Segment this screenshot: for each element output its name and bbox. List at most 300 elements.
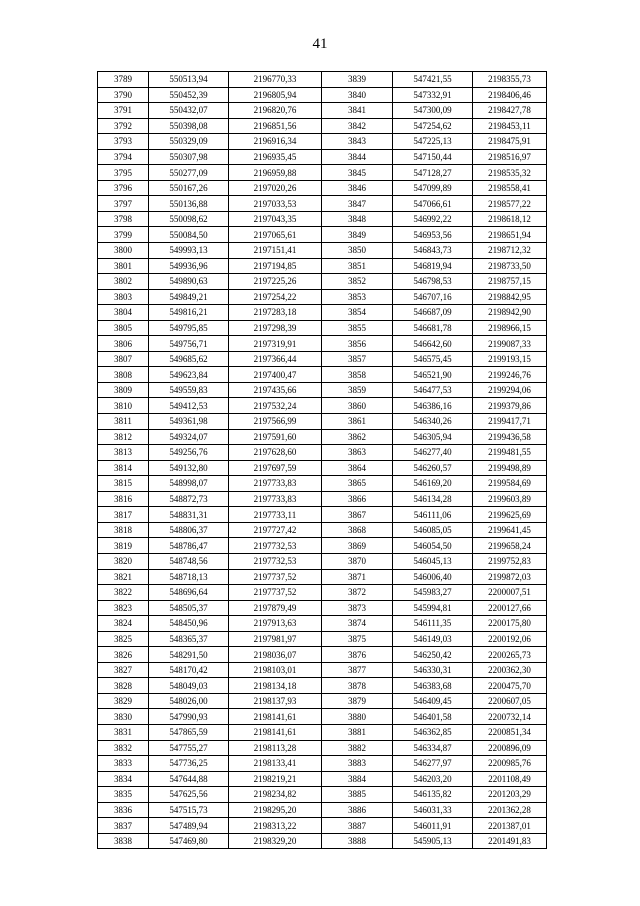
table-cell: 2197254,22 [229,289,322,305]
table-cell: 547489,94 [149,818,229,834]
table-cell: 2200851,34 [473,724,547,740]
table-cell: 548170,42 [149,662,229,678]
table-cell: 546521,90 [393,367,473,383]
table-cell: 2196770,33 [229,72,322,88]
table-cell: 546305,94 [393,429,473,445]
table-row [98,631,547,647]
table-cell: 3822 [98,585,149,601]
table-cell: 3835 [98,787,149,803]
table-cell: 2196851,56 [229,118,322,134]
table-cell: 3859 [322,382,393,398]
table-cell: 548450,96 [149,616,229,632]
table-row [98,227,547,243]
table-cell: 3840 [322,87,393,103]
table-cell: 3880 [322,709,393,725]
table-cell: 547469,80 [149,833,229,849]
table-cell: 2200607,05 [473,693,547,709]
table-cell: 3823 [98,600,149,616]
table-cell: 546203,20 [393,771,473,787]
table-row [98,134,547,150]
table-cell: 549795,85 [149,320,229,336]
table-row [98,103,547,119]
table-cell: 548505,37 [149,600,229,616]
table-cell: 3800 [98,243,149,259]
table-cell: 546334,87 [393,740,473,756]
table-cell: 546687,09 [393,305,473,321]
table-cell: 546111,35 [393,616,473,632]
table-cell: 3886 [322,802,393,818]
table-cell: 546477,53 [393,382,473,398]
table-cell: 3874 [322,616,393,632]
table-cell: 3885 [322,787,393,803]
table-cell: 3793 [98,134,149,150]
table-cell: 3829 [98,693,149,709]
table-cell: 2198618,12 [473,211,547,227]
table-cell: 2198113,28 [229,740,322,756]
table-cell: 550513,94 [149,72,229,88]
table-row [98,724,547,740]
table-cell: 546111,06 [393,507,473,523]
table-cell: 546260,57 [393,460,473,476]
table-cell: 3838 [98,833,149,849]
table-row [98,647,547,663]
table-cell: 2198427,78 [473,103,547,119]
table-cell: 3828 [98,678,149,694]
table-cell: 549936,96 [149,258,229,274]
table-cell: 3796 [98,180,149,196]
table-cell: 3816 [98,491,149,507]
table-cell: 3864 [322,460,393,476]
table-cell: 2197628,60 [229,445,322,461]
table-cell: 2199436,58 [473,429,547,445]
table-cell: 546707,16 [393,289,473,305]
table-cell: 3865 [322,476,393,492]
table-cell: 2197020,26 [229,180,322,196]
table-cell: 3790 [98,87,149,103]
table-cell: 2198475,91 [473,134,547,150]
table-cell: 2199625,69 [473,507,547,523]
table-cell: 3888 [322,833,393,849]
table-cell: 2198036,07 [229,647,322,663]
table-cell: 547644,88 [149,771,229,787]
table-cell: 3857 [322,351,393,367]
table-row [98,833,547,849]
table-cell: 2198295,20 [229,802,322,818]
table-cell: 3812 [98,429,149,445]
table-cell: 2200007,51 [473,585,547,601]
table-cell: 547128,27 [393,165,473,181]
table-cell: 3807 [98,351,149,367]
table-cell: 2197319,91 [229,336,322,352]
table-cell: 3877 [322,662,393,678]
table-cell: 547755,27 [149,740,229,756]
table-cell: 2197151,41 [229,243,322,259]
table-cell: 2197225,26 [229,274,322,290]
table-cell: 546149,03 [393,631,473,647]
table-cell: 3792 [98,118,149,134]
table-row [98,818,547,834]
table-cell: 549993,13 [149,243,229,259]
table-cell: 2200362,30 [473,662,547,678]
table-row [98,72,547,88]
table-cell: 2198329,20 [229,833,322,849]
table-row [98,367,547,383]
table-cell: 546575,45 [393,351,473,367]
table-cell: 2198355,73 [473,72,547,88]
table-cell: 2198577,22 [473,196,547,212]
table-cell: 546011,91 [393,818,473,834]
table-cell: 2200732,14 [473,709,547,725]
table-cell: 549623,84 [149,367,229,383]
table-cell: 2197879,49 [229,600,322,616]
table-row [98,569,547,585]
table-row [98,196,547,212]
table-cell: 550136,88 [149,196,229,212]
table-cell: 546362,85 [393,724,473,740]
table-cell: 2199641,45 [473,522,547,538]
table-cell: 549132,80 [149,460,229,476]
table-row [98,476,547,492]
table-cell: 3846 [322,180,393,196]
table-cell: 548786,47 [149,538,229,554]
table-cell: 546135,82 [393,787,473,803]
table-cell: 3841 [322,103,393,119]
table-cell: 549256,76 [149,445,229,461]
coordinates-table [97,71,547,849]
table-row [98,693,547,709]
table-cell: 2198313,22 [229,818,322,834]
table-cell: 3799 [98,227,149,243]
table-cell: 2196820,76 [229,103,322,119]
table-row [98,585,547,601]
table-cell: 3839 [322,72,393,88]
table-cell: 2198453,11 [473,118,547,134]
table-row [98,460,547,476]
table-row [98,274,547,290]
table-row [98,87,547,103]
table-cell: 550307,98 [149,149,229,165]
table-cell: 547332,91 [393,87,473,103]
table-cell: 2196935,45 [229,149,322,165]
table-cell: 2196805,94 [229,87,322,103]
table-cell: 2198516,97 [473,149,547,165]
table-cell: 2199603,89 [473,491,547,507]
table-cell: 2201362,28 [473,802,547,818]
table-cell: 549412,53 [149,398,229,414]
table-cell: 2198406,46 [473,87,547,103]
table-cell: 547150,44 [393,149,473,165]
table-cell: 3878 [322,678,393,694]
table-cell: 3814 [98,460,149,476]
table-cell: 548026,00 [149,693,229,709]
table-cell: 545983,27 [393,585,473,601]
table-cell: 2197566,99 [229,414,322,430]
table-cell: 2198535,32 [473,165,547,181]
table-row [98,507,547,523]
table-cell: 3871 [322,569,393,585]
table-cell: 3791 [98,103,149,119]
table-cell: 3794 [98,149,149,165]
table-cell: 2197435,66 [229,382,322,398]
table-row [98,740,547,756]
table-cell: 2197733,11 [229,507,322,523]
table-cell: 3845 [322,165,393,181]
table-cell: 546330,31 [393,662,473,678]
table-cell: 2197400,47 [229,367,322,383]
table-cell: 549816,21 [149,305,229,321]
table-cell: 546085,05 [393,522,473,538]
table-cell: 546250,42 [393,647,473,663]
table-cell: 3836 [98,802,149,818]
table-cell: 549361,98 [149,414,229,430]
table-cell: 549756,71 [149,336,229,352]
table-cell: 2198712,32 [473,243,547,259]
table-cell: 3811 [98,414,149,430]
table-cell: 2198733,50 [473,258,547,274]
table-cell: 3850 [322,243,393,259]
table-row [98,414,547,430]
table-cell: 2199379,86 [473,398,547,414]
table-cell: 2196959,88 [229,165,322,181]
table-cell: 546953,56 [393,227,473,243]
table-row [98,180,547,196]
table-cell: 2198134,18 [229,678,322,694]
table-cell: 2197732,53 [229,538,322,554]
table-cell: 546054,50 [393,538,473,554]
table-cell: 2199246,76 [473,367,547,383]
table-row [98,149,547,165]
table-cell: 547990,93 [149,709,229,725]
table-cell: 546386,16 [393,398,473,414]
table-cell: 2200192,06 [473,631,547,647]
table-cell: 546006,40 [393,569,473,585]
table-cell: 547421,55 [393,72,473,88]
table-cell: 3869 [322,538,393,554]
table-cell: 550329,09 [149,134,229,150]
table-cell: 3853 [322,289,393,305]
table-cell: 546277,40 [393,445,473,461]
table-cell: 3856 [322,336,393,352]
table-cell: 2197727,42 [229,522,322,538]
table-cell: 546409,45 [393,693,473,709]
table-cell: 3819 [98,538,149,554]
table-cell: 3852 [322,274,393,290]
table-cell: 2198133,41 [229,756,322,772]
table-cell: 548831,31 [149,507,229,523]
table-cell: 2200127,66 [473,600,547,616]
table-cell: 2198966,15 [473,320,547,336]
table-cell: 546383,68 [393,678,473,694]
coordinates-table-body [98,72,547,849]
table-cell: 3863 [322,445,393,461]
table-cell: 2199752,83 [473,553,547,569]
table-cell: 548291,50 [149,647,229,663]
table-cell: 2196916,34 [229,134,322,150]
table-row [98,771,547,787]
table-cell: 2198234,82 [229,787,322,803]
table-cell: 3875 [322,631,393,647]
table-cell: 3876 [322,647,393,663]
table-cell: 2198103,01 [229,662,322,678]
table-cell: 3873 [322,600,393,616]
table-cell: 3818 [98,522,149,538]
table-cell: 550398,08 [149,118,229,134]
table-cell: 3837 [98,818,149,834]
table-cell: 3861 [322,414,393,430]
table-cell: 2197591,60 [229,429,322,445]
table-cell: 548748,56 [149,553,229,569]
table-cell: 548049,03 [149,678,229,694]
table-row [98,211,547,227]
table-cell: 546642,60 [393,336,473,352]
table-cell: 3844 [322,149,393,165]
table-row [98,491,547,507]
table-cell: 3832 [98,740,149,756]
table-row [98,522,547,538]
table-cell: 2197366,44 [229,351,322,367]
table-cell: 546401,58 [393,709,473,725]
table-cell: 547300,09 [393,103,473,119]
table-row [98,429,547,445]
table-row [98,118,547,134]
table-cell: 2198141,61 [229,709,322,725]
table-cell: 549685,62 [149,351,229,367]
table-row [98,445,547,461]
table-cell: 2201203,29 [473,787,547,803]
table-cell: 3815 [98,476,149,492]
table-cell: 2197733,83 [229,491,322,507]
table-cell: 549890,63 [149,274,229,290]
table-cell: 547736,25 [149,756,229,772]
table-cell: 546045,13 [393,553,473,569]
table-cell: 3833 [98,756,149,772]
table-cell: 547225,13 [393,134,473,150]
table-cell: 3810 [98,398,149,414]
table-cell: 2199584,69 [473,476,547,492]
table-cell: 547066,61 [393,196,473,212]
table-row [98,709,547,725]
table-cell: 2197194,85 [229,258,322,274]
table-cell: 3825 [98,631,149,647]
table-cell: 3854 [322,305,393,321]
table-cell: 2198757,15 [473,274,547,290]
table-row [98,320,547,336]
table-cell: 3870 [322,553,393,569]
table-cell: 549849,21 [149,289,229,305]
table-cell: 3809 [98,382,149,398]
table-cell: 546843,73 [393,243,473,259]
table-cell: 3879 [322,693,393,709]
table-cell: 2197981,97 [229,631,322,647]
table-row [98,258,547,274]
table-cell: 2199294,06 [473,382,547,398]
table-cell: 3830 [98,709,149,725]
table-cell: 3821 [98,569,149,585]
table-cell: 3883 [322,756,393,772]
table-cell: 546340,26 [393,414,473,430]
table-cell: 548365,37 [149,631,229,647]
table-cell: 550432,07 [149,103,229,119]
table-cell: 3804 [98,305,149,321]
table-cell: 3872 [322,585,393,601]
table-cell: 550084,50 [149,227,229,243]
table-cell: 2198137,93 [229,693,322,709]
table-row [98,243,547,259]
table-cell: 546992,22 [393,211,473,227]
table-row [98,305,547,321]
table-cell: 3862 [322,429,393,445]
table-cell: 3802 [98,274,149,290]
table-cell: 545905,13 [393,833,473,849]
table-cell: 550098,62 [149,211,229,227]
table-cell: 3866 [322,491,393,507]
table-cell: 3817 [98,507,149,523]
table-cell: 3824 [98,616,149,632]
table-cell: 2201387,01 [473,818,547,834]
table-cell: 3831 [98,724,149,740]
table-row [98,398,547,414]
table-cell: 2197065,61 [229,227,322,243]
table-cell: 548872,73 [149,491,229,507]
table-cell: 548806,37 [149,522,229,538]
table-cell: 2198219,21 [229,771,322,787]
table-row [98,382,547,398]
table-cell: 3801 [98,258,149,274]
table-cell: 2197033,53 [229,196,322,212]
table-cell: 3826 [98,647,149,663]
table-cell: 3808 [98,367,149,383]
table-cell: 2200175,80 [473,616,547,632]
table-cell: 547625,56 [149,787,229,803]
table-cell: 2199658,24 [473,538,547,554]
table-cell: 545994,81 [393,600,473,616]
table-cell: 2199872,03 [473,569,547,585]
table-cell: 3843 [322,134,393,150]
table-cell: 2197043,35 [229,211,322,227]
table-cell: 3806 [98,336,149,352]
table-cell: 3867 [322,507,393,523]
table-cell: 2197733,83 [229,476,322,492]
table-cell: 550452,39 [149,87,229,103]
table-cell: 2200896,09 [473,740,547,756]
table-cell: 3881 [322,724,393,740]
table-row [98,336,547,352]
table-row [98,662,547,678]
table-cell: 2200475,70 [473,678,547,694]
table-cell: 3797 [98,196,149,212]
table-cell: 3860 [322,398,393,414]
table-cell: 2199498,89 [473,460,547,476]
table-cell: 2199417,71 [473,414,547,430]
table-cell: 3834 [98,771,149,787]
table-cell: 548718,13 [149,569,229,585]
table-cell: 547099,89 [393,180,473,196]
table-row [98,165,547,181]
table-cell: 546819,94 [393,258,473,274]
table-row [98,787,547,803]
table-cell: 3848 [322,211,393,227]
table-cell: 3887 [322,818,393,834]
table-cell: 547865,59 [149,724,229,740]
table-row [98,616,547,632]
table-cell: 2197697,59 [229,460,322,476]
table-cell: 2197737,52 [229,569,322,585]
table-cell: 546169,20 [393,476,473,492]
table-cell: 3847 [322,196,393,212]
table-row [98,802,547,818]
table-cell: 546134,28 [393,491,473,507]
table-cell: 2199481,55 [473,445,547,461]
